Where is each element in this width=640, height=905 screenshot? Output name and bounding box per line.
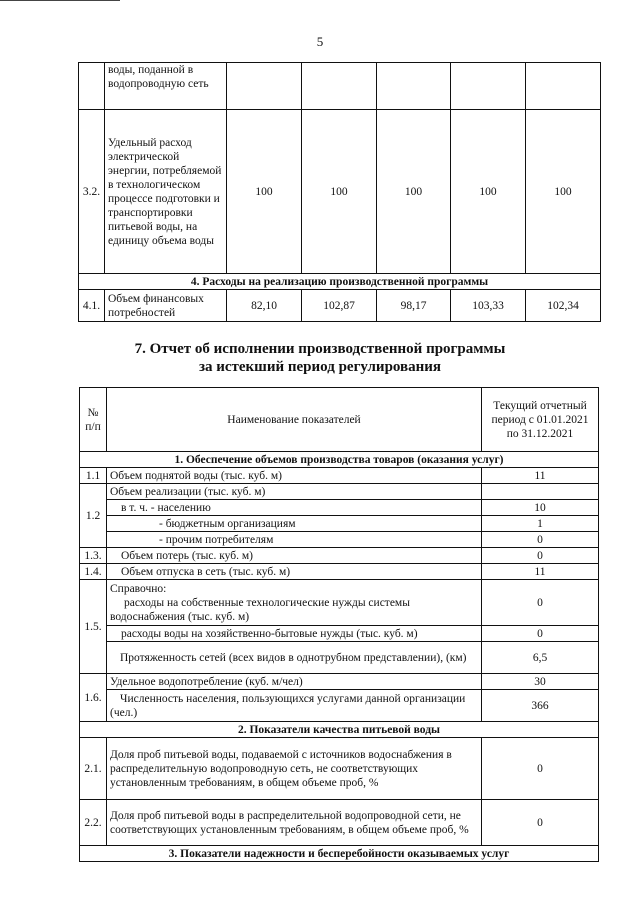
value-cell: 11 [482, 564, 599, 580]
value-cell [227, 63, 302, 110]
value-cell: 6,5 [482, 642, 599, 674]
header-row [80, 388, 599, 452]
indicator-name: расходы воды на хозяйственно-бытовые нужды (тыс. куб. м) [107, 626, 482, 642]
value-cell: 30 [482, 674, 599, 690]
section-row [80, 846, 599, 862]
row-number: 1.6. [80, 674, 107, 722]
value-cell: 0 [482, 738, 599, 800]
value-cell [377, 63, 451, 110]
table-row [80, 690, 599, 722]
value-cell: 0 [482, 580, 599, 626]
indicator-text: расходы на собственные технологические нужды системы водоснабжения (тыс. куб. м) [110, 596, 410, 623]
value-cell: 102,34 [526, 290, 601, 322]
indicator-name: Удельный расход электрической энергии, потребляемой в технологическом процессе подготовки и транспортировки питьевой воды, на единицу объема воды [105, 110, 227, 274]
value-cell: 102,87 [302, 290, 377, 322]
section-row [80, 452, 599, 468]
table-row [80, 738, 599, 800]
value-cell: 98,17 [377, 290, 451, 322]
value-cell [302, 63, 377, 110]
report-title-line-1: 7. Отчет об исполнении производственной программы [134, 341, 506, 357]
row-number: 2.1. [80, 738, 107, 800]
row-number: 1.3. [80, 548, 107, 564]
row-number: 3.2. [79, 110, 105, 274]
row-number: 1.1 [80, 468, 107, 484]
indicator-name: Численность населения, пользующихся услугами данной организации (чел.) [107, 690, 482, 722]
indicator-name: - прочим потребителям [107, 532, 482, 548]
table-row [80, 642, 599, 674]
row-number: 2.2. [80, 800, 107, 846]
table-row [80, 626, 599, 642]
table-row [80, 532, 599, 548]
table-row [80, 516, 599, 532]
reference-label: Справочно: [110, 582, 167, 595]
report-title [0, 340, 640, 376]
value-cell [526, 63, 601, 110]
section-heading: 2. Показатели качества питьевой воды [80, 722, 599, 738]
value-cell: 103,33 [451, 290, 526, 322]
table-row [80, 548, 599, 564]
row-number: 4.1. [79, 290, 105, 322]
indicator-name [107, 580, 482, 626]
indicator-name: Протяженность сетей (всех видов в однотрубном представлении), (км) [107, 642, 482, 674]
indicator-name: Доля проб питьевой воды, подаваемой с источников водоснабжения в распределительную водопроводную сеть, не соответствующих установленным требованиям, в общем объеме проб, % [107, 738, 482, 800]
table-row [80, 500, 599, 516]
value-cell [451, 63, 526, 110]
table-row [79, 63, 601, 110]
header-number: № п/п [80, 388, 107, 452]
value-cell: 100 [526, 110, 601, 274]
table-row [80, 484, 599, 500]
table-row [80, 468, 599, 484]
indicator-name: Объем отпуска в сеть (тыс. куб. м) [107, 564, 482, 580]
table-row [80, 580, 599, 626]
page-number: 5 [316, 34, 324, 49]
report-table [79, 387, 599, 862]
indicators-table-continued [78, 62, 601, 322]
section-heading: 3. Показатели надежности и бесперебойности оказываемых услуг [80, 846, 599, 862]
report-title-line-2: за истекший период регулирования [198, 359, 442, 375]
table-row [80, 800, 599, 846]
table-row [80, 564, 599, 580]
row-number: 1.4. [80, 564, 107, 580]
indicator-name: воды, поданной в водопроводную сеть [105, 63, 227, 110]
indicator-name: Объем потерь (тыс. куб. м) [107, 548, 482, 564]
header-name: Наименование показателей [107, 388, 482, 452]
value-cell: 100 [377, 110, 451, 274]
top-rule [0, 0, 120, 1]
section-heading: 1. Обеспечение объемов производства товаров (оказания услуг) [80, 452, 599, 468]
value-cell: 82,10 [227, 290, 302, 322]
header-period: Текущий отчетный период с 01.01.2021 по 31.12.2021 [482, 388, 599, 452]
value-cell: 366 [482, 690, 599, 722]
section-row [80, 722, 599, 738]
value-cell: 100 [302, 110, 377, 274]
value-cell: 0 [482, 626, 599, 642]
value-cell: 0 [482, 532, 599, 548]
indicator-name: в т. ч. - населению [107, 500, 482, 516]
value-cell: 11 [482, 468, 599, 484]
indicator-name: Удельное водопотребление (куб. м/чел) [107, 674, 482, 690]
table-row [79, 110, 601, 274]
row-number: 1.5. [80, 580, 107, 674]
section-heading: 4. Расходы на реализацию производственной программы [79, 274, 601, 290]
indicator-name: Объем реализации (тыс. куб. м) [107, 484, 482, 500]
value-cell: 10 [482, 500, 599, 516]
table-row [80, 674, 599, 690]
value-cell [482, 484, 599, 500]
value-cell: 0 [482, 548, 599, 564]
indicator-name: Объем поднятой воды (тыс. куб. м) [107, 468, 482, 484]
row-number [79, 63, 105, 110]
row-number: 1.2 [80, 484, 107, 548]
value-cell: 1 [482, 516, 599, 532]
indicator-name: Доля проб питьевой воды в распределительной водопроводной сети, не соответствующих установленным требованиям, в общем объеме проб, % [107, 800, 482, 846]
value-cell: 100 [227, 110, 302, 274]
value-cell: 0 [482, 800, 599, 846]
table-row [79, 290, 601, 322]
section-row [79, 274, 601, 290]
indicator-name: - бюджетным организациям [107, 516, 482, 532]
value-cell: 100 [451, 110, 526, 274]
indicator-name: Объем финансовых потребностей [105, 290, 227, 322]
